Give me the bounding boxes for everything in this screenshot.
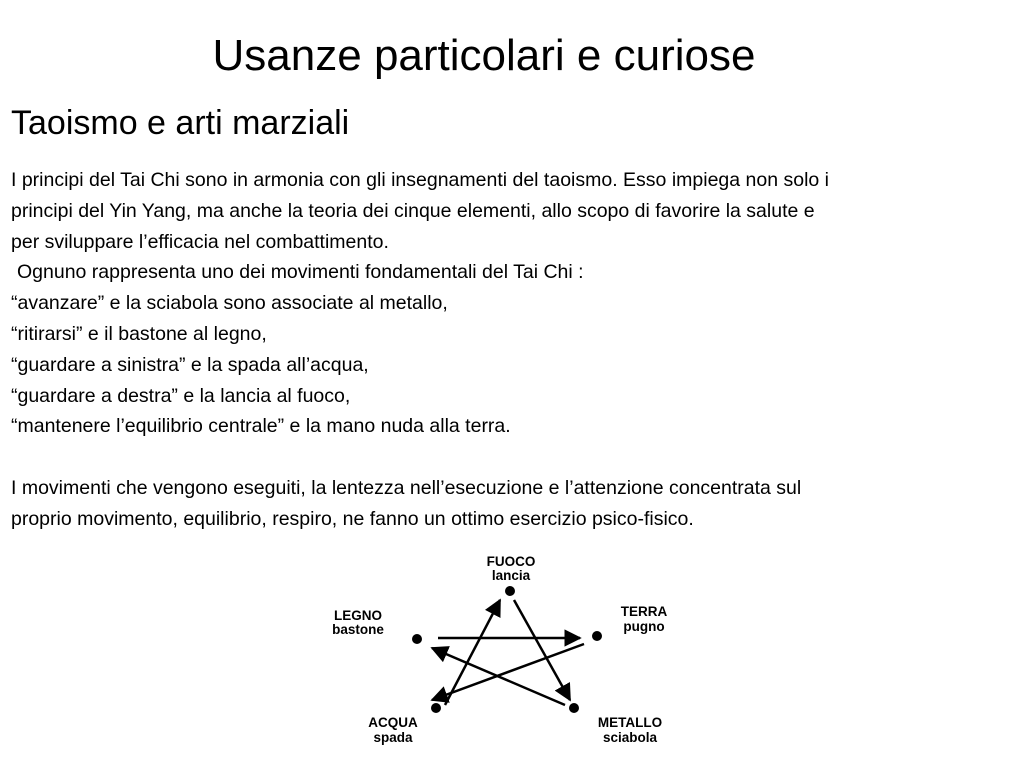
label-terra-weapon: pugno [623,619,665,634]
arrow-acqua-fuoco [445,600,500,705]
cycle-arrows [432,600,584,705]
list-item: “guardare a sinistra” e la spada all’acqua, [11,353,369,376]
paragraph-line: I movimenti che vengono eseguiti, la lentezza nell’esecuzione e l’attenzione concentrata sul [11,476,802,499]
label-legno-weapon: bastone [332,622,384,637]
list-item: “avanzare” e la sciabola sono associate al metallo, [11,292,448,315]
arrow-fuoco-metallo [514,600,570,700]
paragraph-line: proprio movimento, equilibrio, respiro, ne fanno un ottimo esercizio psico-fisico. [11,507,694,530]
paragraph-line: per sviluppare l’efficacia nel combattimento. [11,230,389,253]
node-terra [592,631,602,641]
list-item: “ritirarsi” e il bastone al legno, [11,322,267,345]
paragraph-line: principi del Yin Yang, ma anche la teoria dei cinque elementi, allo scopo di favorire la salute e [11,199,815,222]
label-metallo: METALLO [597,715,663,730]
label-legno: LEGNO [333,608,383,623]
label-acqua-weapon: spada [373,730,413,745]
label-fuoco: FUOCO [486,554,536,569]
spacer [11,442,1011,473]
intro-line: Ognuno rappresenta uno dei movimenti fondamentali del Tai Chi : [17,261,584,284]
arrow-terra-acqua [432,644,584,700]
node-fuoco [505,586,515,596]
five-elements-diagram [300,548,700,754]
node-acqua [431,703,441,713]
slide-subtitle: Taoismo e arti marziali [11,104,350,142]
node-metallo [569,703,579,713]
paragraph-line: I principi del Tai Chi sono in armonia con gli insegnamenti del taoismo. Esso impiega non solo i [11,169,830,191]
node-legno [412,634,422,644]
list-item: “guardare a destra” e la lancia al fuoco, [11,384,351,407]
slide-title: Usanze particolari e curiose [212,31,756,80]
body-text [11,165,1011,535]
list-item: “mantenere l’equilibrio centrale” e la mano nuda alla terra. [11,415,511,438]
label-metallo-weapon: sciabola [602,730,658,745]
label-terra: TERRA [620,604,668,619]
label-acqua: ACQUA [368,715,418,730]
label-fuoco-weapon: lancia [491,568,531,583]
